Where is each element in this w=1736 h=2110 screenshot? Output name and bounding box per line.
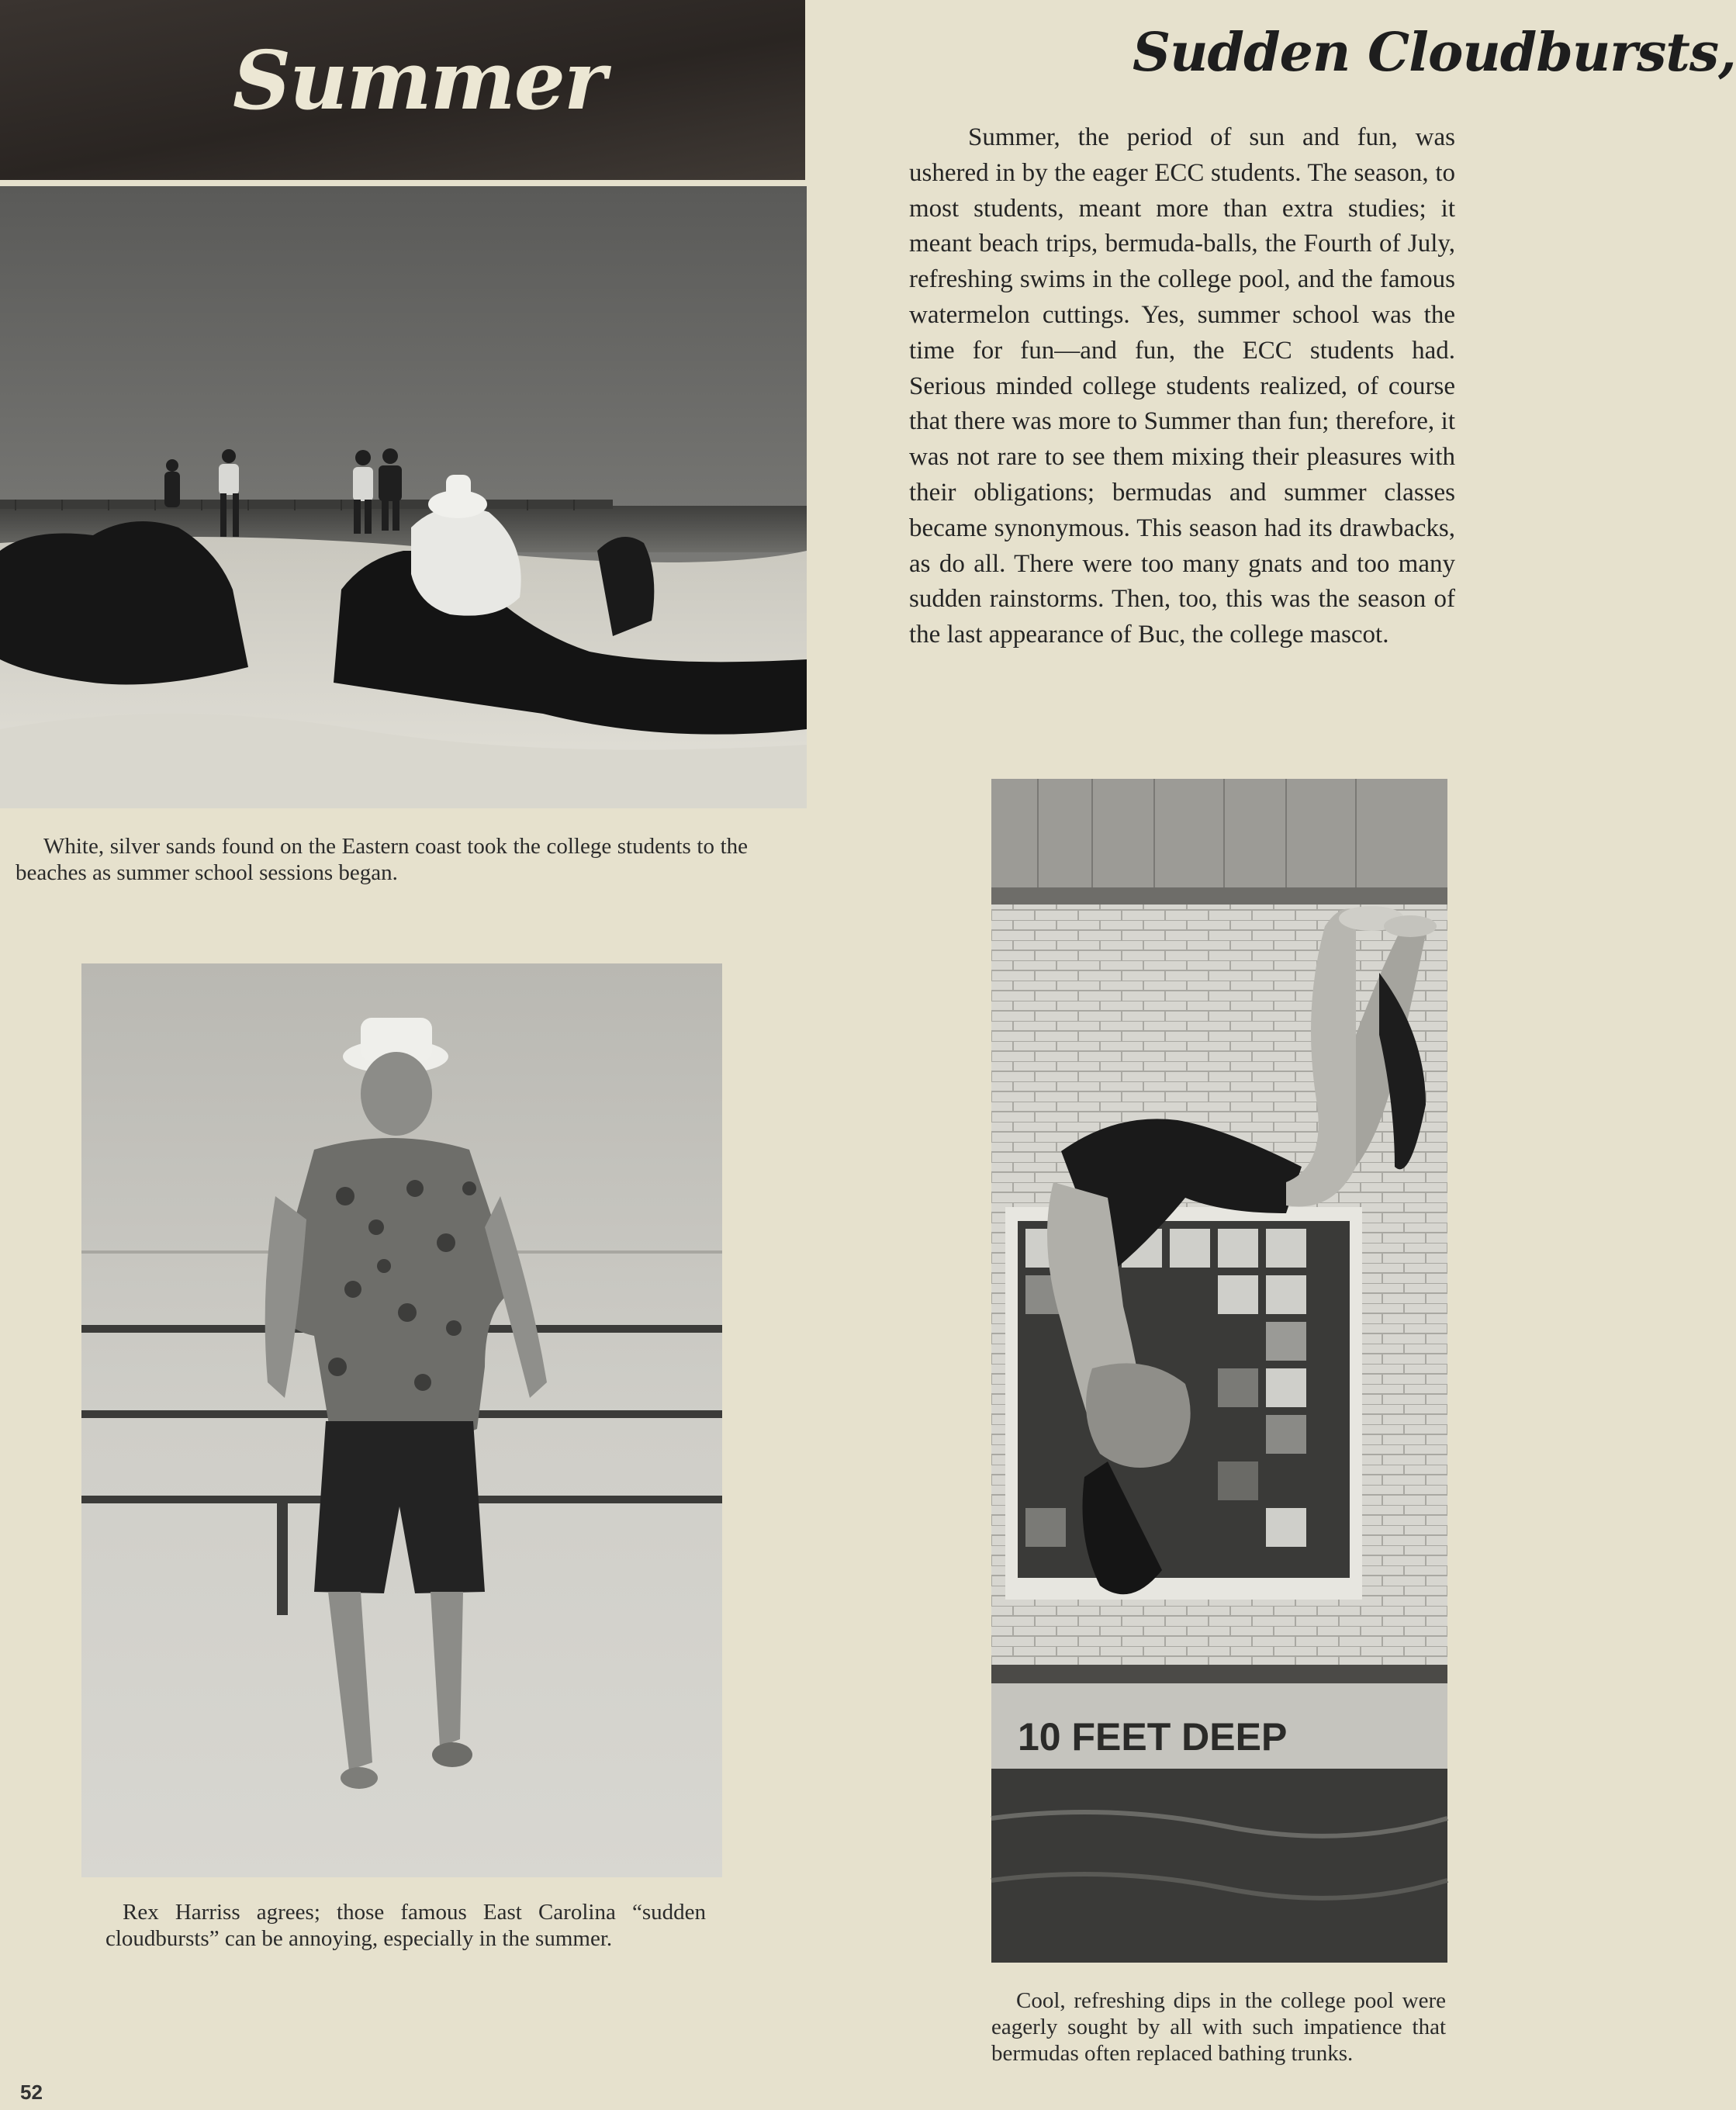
beach-photo-image	[0, 186, 807, 808]
diver-photo-caption: Cool, refreshing dips in the college pool were eagerly sought by all with such impatience that bermudas often replaced bathing trunks.	[991, 1988, 1446, 2066]
beach-photo-caption: White, silver sands found on the Eastern coast took the college students to the beaches as summer school sessions began.	[16, 834, 748, 885]
title-banner	[0, 0, 805, 180]
diver-photo	[991, 779, 1447, 1963]
man-photo-image	[81, 963, 722, 1877]
man-photo-caption: Rex Harriss agrees; those famous East Carolina “sudden cloudbursts” can be annoying, especially in the summer.	[105, 1900, 706, 1951]
pool-depth-sign: 10 FEET DEEP	[1018, 1715, 1288, 1759]
headline: Sudden Cloudbursts,	[1133, 22, 1736, 84]
diver-photo-image	[991, 779, 1447, 1963]
section-title: Summer	[233, 33, 605, 128]
article-body: Summer, the period of sun and fun, was ushered in by the eager ECC students. The season, to most students, meant more than extra studies; it meant beach trips, bermuda-balls, the Fourth of July, refreshing swims in the college pool, and the famous watermelon cuttings. Yes, summer school was the time for fun—and fun, the ECC students had. Serious minded college students realized, of course that there was more to Summer than fun; therefore, it was not rare to see them mixing their pleasures with their obligations; bermudas and summer classes became synonymous. This season had its drawbacks, as do all. There were too many gnats and too many sudden rainstorms. Then, too, this was the season of the last appearance of Buc, the college mascot.	[909, 123, 1455, 649]
page-number: 52	[20, 2081, 43, 2104]
beach-photo	[0, 186, 807, 808]
man-photo	[81, 963, 722, 1877]
